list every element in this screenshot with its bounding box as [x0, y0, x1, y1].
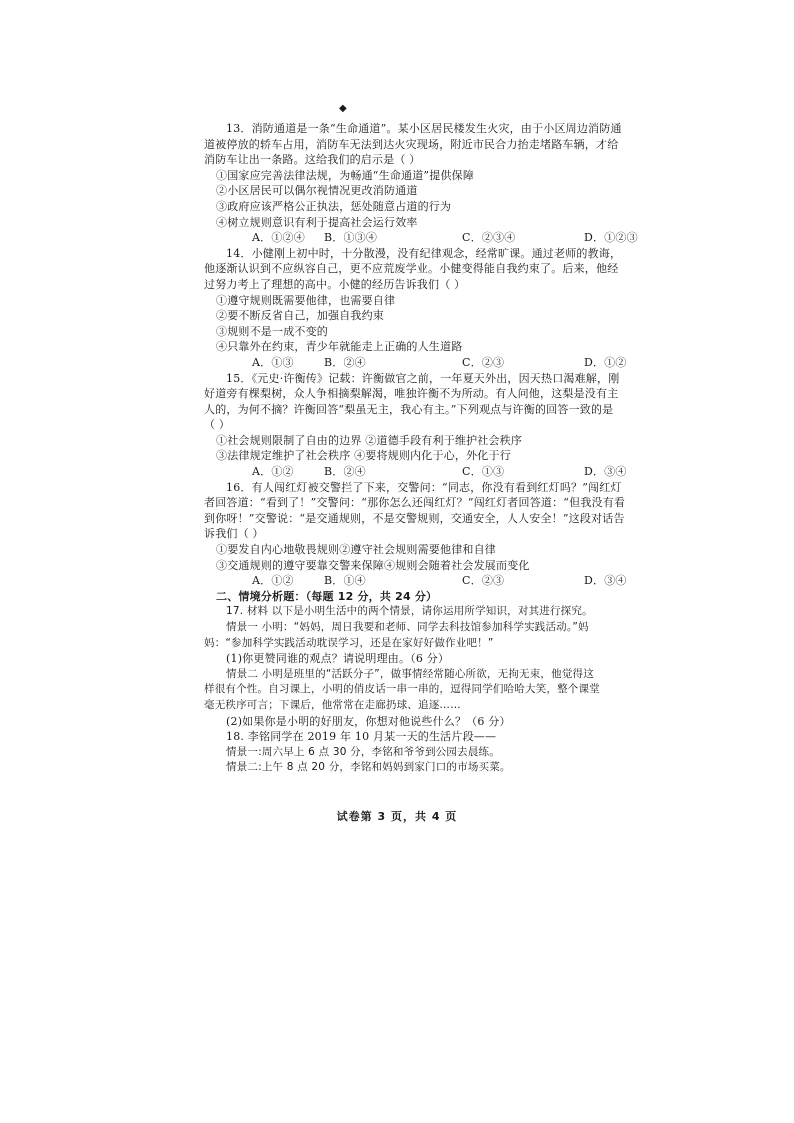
question-17-scene-2-line: 毫无秩序可言；下课后，他常常在走廊扔球、追逐…… — [204, 698, 461, 711]
question-13-stem-line: 道被停放的轿车占用，消防车无法到达火灾现场，附近市民合力抬走堵路车辆，才给 — [204, 137, 619, 151]
question-14 — [204, 246, 650, 371]
question-14-stem-line: 他逐渐认识到不应纵容自己，更不应荒废学业。小健变得能自我约束了。后来，他经 — [204, 262, 619, 276]
option-a: A．①③ — [252, 355, 294, 369]
question-17-intro: 17. 材料 以下是小明生活中的两个情景，请你运用所学知识，对其进行探究。 — [226, 605, 593, 618]
option-c: C．②③ — [462, 355, 505, 369]
question-16-stem-line: 者回答道：“看到了！”交警问：“那你怎么还闯红灯？”闯红灯者回答道：“但我没有看 — [204, 496, 626, 510]
question-15-options — [204, 464, 650, 480]
question-13-statement: ④树立规则意识有利于提高社会运行效率 — [216, 215, 418, 229]
question-18-intro: 18. 李铭同学在 2019 年 10 月某一天的生活片段—— — [226, 730, 497, 744]
question-13-statement: ③政府应该严格公正执法，惩处随意占道的行为 — [216, 199, 452, 213]
question-17-subquestion-2: (2)如果你是小明的好朋友，你想对他说些什么？（6 分） — [226, 714, 511, 728]
option-a: A．①② — [252, 465, 294, 479]
question-15-stem-line: 15．《元史·许衡传》记载：许衡做官之前，一年夏天外出，因天热口渴难解，刚 — [226, 371, 620, 385]
question-14-statement: ①遵守规则既需要他律，也需要自律 — [216, 293, 396, 307]
option-b: B．②④ — [324, 355, 366, 369]
question-14-statement: ④只靠外在约束，青少年就能走上正确的人生道路 — [216, 340, 463, 354]
question-17-scene-2-line: 情景二 小明是班里的“活跃分子”，做事情经常随心所欲，无拘无束，他觉得这 — [226, 667, 594, 680]
question-13-options — [204, 230, 650, 246]
question-16-stem-line: 诉我们（ ） — [204, 527, 264, 541]
question-15-stem-line: （ ） — [204, 418, 231, 432]
question-17 — [204, 604, 650, 729]
option-c: C．②③④ — [462, 231, 516, 245]
question-15-statement: ①社会规则限制了自由的边界 ②道德手段有利于维护社会秩序 — [216, 433, 523, 447]
question-16-statement: ①要发自内心地敬畏规则②遵守社会规则需要他律和自律 — [216, 543, 496, 557]
question-14-stem-line: 14．小健刚上初中时，十分散漫，没有纪律观念，经常旷课。通过老师的教诲， — [226, 246, 622, 260]
question-15-stem-line: 人的，为何不摘？许衡回答“梨虽无主，我心有主。”下列观点与许衡的回答一致的是 — [204, 402, 614, 416]
question-14-options — [204, 355, 650, 371]
question-15-statement: ③法律规定维护了社会秩序 ④要将规则内化于心，外化于行 — [216, 449, 511, 463]
option-d: D．③④ — [584, 574, 627, 588]
option-b: B．②④ — [324, 465, 366, 479]
question-15 — [204, 371, 650, 480]
question-16-options — [204, 573, 650, 589]
option-b: B．①③④ — [324, 231, 378, 245]
question-13-stem-line: 13．消防通道是一条“生命通道”。某小区居民楼发生火灾，由于小区周边消防通 — [226, 122, 622, 135]
question-17-subquestion-1: (1)你更赞同谁的观点？请说明理由。（6 分） — [226, 652, 450, 666]
exam-content — [204, 121, 650, 776]
question-13-stem-line: 消防车让出一条路。这给我们的启示是（ ） — [204, 153, 421, 167]
option-b: B．①④ — [324, 574, 366, 588]
question-14-statement: ②要不断反省自己，加强自我约束 — [216, 309, 384, 323]
question-14-statement: ③规则不是一成不变的 — [216, 324, 328, 338]
question-18-scene-2: 情景二:上午 8 点 20 分，李铭和妈妈到家门口的市场买菜。 — [226, 761, 511, 774]
option-a: A．①②④ — [252, 231, 305, 245]
question-17-scene-1-line: 妈：“参加科学实践活动耽误学习，还是在家好好做作业吧！” — [204, 636, 494, 649]
option-d: D．③④ — [584, 465, 627, 479]
question-14-stem-line: 过努力考上了理想的高中。小健的经历告诉我们（ ） — [204, 277, 466, 291]
page-mark: ◆ — [339, 103, 347, 114]
question-17-scene-1-line: 情景一 小明：“妈妈，周日我要和老师、同学去科技馆参加科学实践活动。”妈 — [226, 621, 589, 633]
question-18-scene-1: 情景一:周六早上 6 点 30 分，李铭和爷爷到公园去晨练。 — [226, 745, 500, 758]
question-13-statement: ②小区居民可以偶尔视情况更改消防通道 — [216, 184, 418, 198]
question-16-statement: ③交通规则的遵守要靠交警来保障④规则会随着社会发展而变化 — [216, 558, 530, 572]
question-16-stem-line: 到你呀！”交警说：“是交通规则，不是交警规则，交通安全，人人安全！”这段对话告 — [204, 511, 625, 525]
option-d: D．①② — [584, 355, 627, 369]
question-16 — [204, 480, 650, 589]
question-13-statement: ①国家应完善法律法规，为畅通“生命通道”提供保障 — [216, 168, 475, 182]
option-c: C．②③ — [462, 574, 505, 588]
question-13 — [204, 121, 650, 246]
option-d: D．①②③ — [584, 231, 638, 245]
page-footer: 试卷第 3 页，共 4 页 — [336, 810, 458, 823]
option-a: A．①② — [252, 574, 294, 588]
question-15-stem-line: 好道旁有棵梨树，众人争相摘梨解渴，唯独许衡不为所动。有人问他，这梨是没有主 — [204, 387, 619, 401]
question-16-stem-line: 16．有人闯红灯被交警拦了下来，交警问：“同志，你没有看到红灯吗？”闯红灯 — [226, 480, 622, 494]
section-heading: 二、情境分析题：（每题 12 分，共 24 分） — [216, 589, 438, 603]
question-18 — [204, 729, 650, 776]
question-17-scene-2-line: 样很有个性。自习课上，小明的俏皮话一串一串的，逗得同学们哈哈大笑，整个课堂 — [204, 683, 600, 696]
option-c: C．①③ — [462, 465, 505, 479]
